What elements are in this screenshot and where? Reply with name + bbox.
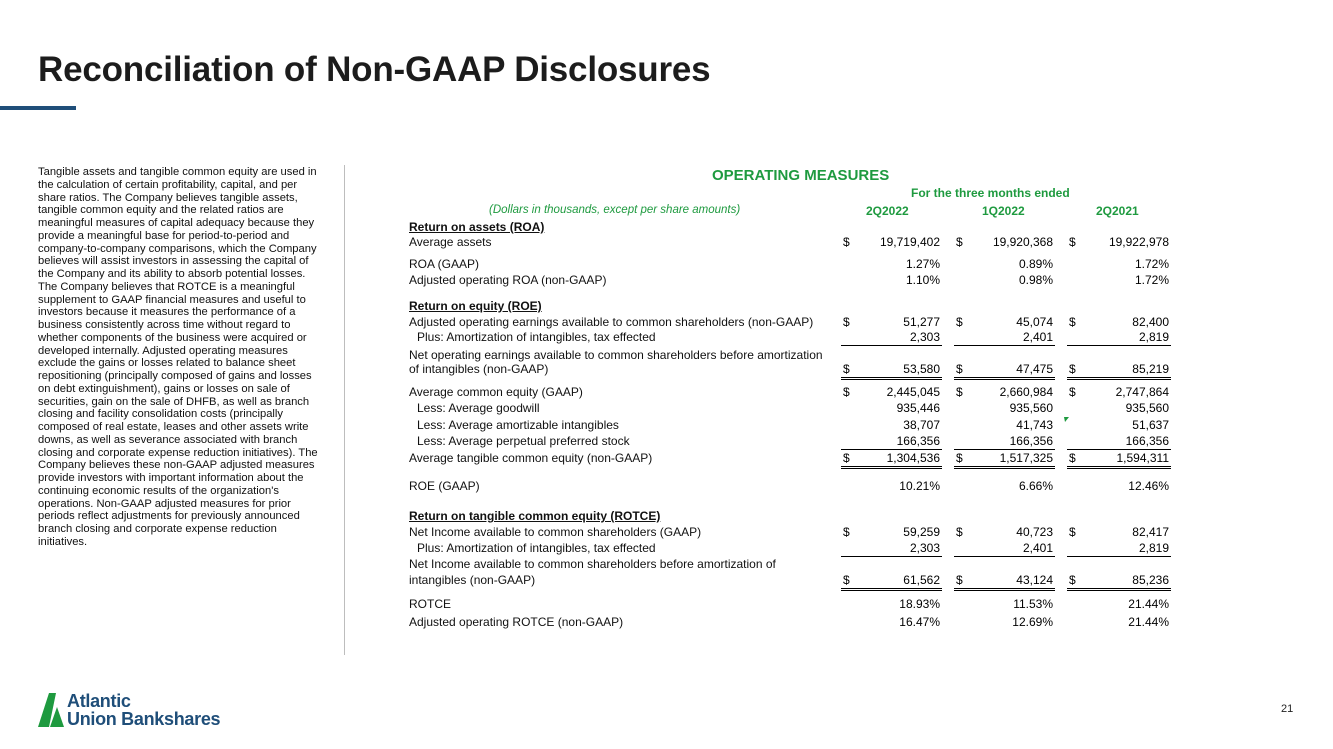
table-cell — [841, 362, 942, 380]
table-cell — [841, 615, 942, 630]
table-cell — [954, 235, 1055, 250]
cell-value: 85,236 — [1132, 573, 1169, 587]
row-label: Adjusted operating ROTCE (non-GAAP) — [409, 615, 624, 629]
row-label: ROE (GAAP) — [409, 479, 480, 493]
cell-value: 2,401 — [1022, 330, 1053, 344]
table-cell — [841, 479, 942, 494]
table-cell — [1067, 434, 1171, 450]
table-cell — [1067, 451, 1171, 469]
cell-value: 935,560 — [1125, 401, 1169, 415]
dollar-sign: $ — [843, 573, 850, 587]
table-cell — [841, 573, 942, 591]
table-cell — [1067, 615, 1171, 630]
table-cell — [1067, 330, 1171, 346]
table-cell — [841, 257, 942, 272]
table-row — [409, 479, 1171, 494]
cell-value: 61,562 — [903, 573, 940, 587]
dollar-sign: $ — [843, 525, 850, 539]
cell-value: 21.44% — [1128, 597, 1169, 611]
section-heading — [409, 220, 1171, 235]
table-cell — [841, 273, 942, 288]
table-row — [409, 348, 1171, 363]
cell-value: 2,401 — [1022, 541, 1053, 555]
table-row — [409, 597, 1171, 612]
table-cell — [1067, 418, 1171, 433]
table-cell — [954, 451, 1055, 469]
table-row — [409, 434, 1171, 449]
dollar-sign: $ — [1069, 525, 1076, 539]
period-header: For the three months ended — [911, 186, 1070, 200]
cell-value: 51,637 — [1132, 418, 1169, 432]
table-cell — [841, 597, 942, 612]
dollar-sign: $ — [956, 362, 963, 376]
table-cell — [954, 362, 1055, 380]
financial-table — [409, 0, 1171, 749]
tick-mark-icon — [1064, 417, 1070, 423]
cell-value: 2,747,864 — [1115, 385, 1169, 399]
row-label: of intangibles (non-GAAP) — [409, 362, 549, 376]
cell-value: 6.66% — [1018, 479, 1053, 493]
table-cell — [841, 418, 942, 433]
column-header-2q2022: 2Q2022 — [866, 204, 909, 218]
cell-value: 166,356 — [1125, 434, 1169, 448]
cell-value: 43,124 — [1016, 573, 1053, 587]
cell-value: 935,446 — [896, 401, 940, 415]
row-label: ROTCE — [409, 597, 451, 611]
cell-value: 11.53% — [1013, 597, 1053, 611]
dollar-sign: $ — [1069, 235, 1076, 249]
cell-value: 2,660,984 — [999, 385, 1053, 399]
logo-mark-icon — [38, 693, 64, 727]
cell-value: 82,400 — [1132, 315, 1169, 329]
table-cell — [841, 525, 942, 540]
row-label: Less: Average goodwill — [417, 401, 540, 415]
cell-value: 2,445,045 — [886, 385, 940, 399]
cell-value: 1,517,325 — [999, 451, 1053, 465]
table-cell — [1067, 573, 1171, 591]
dollar-sign: $ — [843, 451, 850, 465]
table-row — [409, 541, 1171, 556]
dollar-sign: $ — [956, 315, 963, 329]
cell-value: 1.10% — [905, 273, 940, 287]
table-cell — [1067, 401, 1171, 416]
table-row — [409, 257, 1171, 272]
cell-value: 935,560 — [1009, 401, 1053, 415]
table-cell — [1067, 257, 1171, 272]
row-label: Average common equity (GAAP) — [409, 385, 583, 399]
cell-value: 18.93% — [899, 597, 940, 611]
table-cell — [954, 385, 1055, 400]
row-label: Plus: Amortization of intangibles, tax effected — [417, 330, 656, 344]
table-cell — [954, 573, 1055, 591]
dollar-sign: $ — [1069, 573, 1076, 587]
cell-value: 2,819 — [1138, 330, 1169, 344]
cell-value: 1,594,311 — [1116, 451, 1169, 465]
table-cell — [1067, 362, 1171, 380]
row-label: Net Income available to common shareholders before amortization of — [409, 557, 776, 571]
company-logo — [38, 691, 268, 731]
dollar-sign: $ — [956, 385, 963, 399]
table-row — [409, 418, 1171, 433]
table-row — [409, 573, 1171, 588]
cell-value: 0.98% — [1018, 273, 1053, 287]
cell-value: 2,819 — [1138, 541, 1169, 555]
table-cell — [841, 330, 942, 346]
table-row — [409, 315, 1171, 330]
cell-value: 38,707 — [903, 418, 940, 432]
row-label: Average assets — [409, 235, 492, 249]
cell-value: 1.27% — [905, 257, 940, 271]
dollar-sign: $ — [956, 573, 963, 587]
cell-value: 40,723 — [1016, 525, 1053, 539]
table-cell — [954, 597, 1055, 612]
cell-value: 19,920,368 — [992, 235, 1053, 249]
cell-value: 10.21% — [899, 479, 940, 493]
cell-value: 59,259 — [903, 525, 940, 539]
table-cell — [1067, 525, 1171, 540]
row-label: Adjusted operating earnings available to common shareholders (non-GAAP) — [409, 315, 814, 329]
cell-value: 45,074 — [1016, 315, 1053, 329]
section-title: OPERATING MEASURES — [712, 167, 890, 184]
table-cell — [841, 385, 942, 400]
table-row — [409, 615, 1171, 630]
column-header-1q2022: 1Q2022 — [982, 204, 1025, 218]
table-cell — [1067, 479, 1171, 494]
dollar-sign: $ — [1069, 315, 1076, 329]
table-row — [409, 385, 1171, 400]
table-cell — [841, 434, 942, 450]
dollar-sign: $ — [1069, 451, 1076, 465]
table-cell — [954, 479, 1055, 494]
row-label: Plus: Amortization of intangibles, tax effected — [417, 541, 656, 555]
column-divider — [344, 165, 345, 655]
dollar-sign: $ — [1069, 385, 1076, 399]
title-underline — [0, 106, 76, 110]
cell-value: 1.72% — [1134, 257, 1169, 271]
table-row — [409, 273, 1171, 288]
cell-value: 2,303 — [909, 330, 940, 344]
dollar-sign: $ — [956, 525, 963, 539]
cell-value: 21.44% — [1128, 615, 1169, 629]
dollar-sign: $ — [1069, 362, 1076, 376]
dollar-sign: $ — [843, 385, 850, 399]
table-row — [409, 401, 1171, 416]
cell-value: 19,922,978 — [1108, 235, 1169, 249]
table-cell — [841, 235, 942, 250]
row-label: Average tangible common equity (non-GAAP) — [409, 451, 653, 465]
table-cell — [1067, 273, 1171, 288]
page-title: Reconciliation of Non-GAAP Disclosures — [38, 50, 711, 89]
cell-value: 47,475 — [1016, 362, 1053, 376]
row-label: intangibles (non-GAAP) — [409, 573, 536, 587]
dollar-sign: $ — [843, 315, 850, 329]
table-cell — [954, 401, 1055, 416]
row-label: Return on assets (ROA) — [409, 220, 545, 234]
table-cell — [954, 525, 1055, 540]
cell-value: 82,417 — [1132, 525, 1169, 539]
table-cell — [1067, 597, 1171, 612]
table-cell — [841, 315, 942, 330]
cell-value: 53,580 — [903, 362, 940, 376]
cell-value: 41,743 — [1016, 418, 1053, 432]
table-cell — [1067, 235, 1171, 250]
section-heading — [409, 299, 1171, 314]
table-cell — [954, 315, 1055, 330]
cell-value: 16.47% — [899, 615, 940, 629]
cell-value: 2,303 — [909, 541, 940, 555]
table-cell — [954, 615, 1055, 630]
cell-value: 1,304,536 — [886, 451, 940, 465]
table-cell — [1067, 385, 1171, 400]
column-header-2q2021: 2Q2021 — [1096, 204, 1139, 218]
table-cell — [841, 451, 942, 469]
cell-value: 166,356 — [1009, 434, 1053, 448]
row-label: Return on tangible common equity (ROTCE) — [409, 509, 661, 523]
row-label: Net operating earnings available to common shareholders before amortization — [409, 348, 823, 362]
explanatory-text: Tangible assets and tangible common equity are used in the calculation of certain profitability, capital, and per share ratios. The Company believes tangible assets, tangible common equity and the related ratios are meaningful measures of capital adequacy because they provide a meaningful base for period-to-period and company-to-company comparisons, which the Company believes will assist investors in assessing the capital of the Company and its ability to absorb potential losses. The Company believes that ROTCE is a meaningful supplement to GAAP financial measures and useful to investors because it measures the performance of a business consistently across time without regard to whether components of the business were acquired or developed internally. Adjusted operating measures exclude the gains or losses related to balance sheet repositioning (principally composed of gains and losses on debt extinguishment), gains or losses on sale of securities, gain on the sale of DHFB, as well as branch closing and facility consolidation costs (principally composed of real estate, leases and other assets write downs, as well as severance associated with branch closing and corporate expense reduction initiatives). The Company believes these non-GAAP adjusted measures provide investors with important information about the continuing economic results of the organization's operations. Non-GAAP adjusted measures for prior periods reflect adjustments for previously announced branch closing and corporate expense reduction initiatives. — [38, 166, 318, 548]
logo-text-line1: Atlantic — [67, 691, 131, 711]
table-cell — [841, 401, 942, 416]
table-cell — [841, 541, 942, 557]
table-row — [409, 451, 1171, 466]
table-row — [409, 362, 1171, 377]
cell-value: 12.69% — [1012, 615, 1053, 629]
row-label: Net Income available to common shareholders (GAAP) — [409, 525, 702, 539]
table-cell — [1067, 315, 1171, 330]
table-cell — [954, 257, 1055, 272]
dollar-sign: $ — [843, 362, 850, 376]
cell-value: 19,719,402 — [879, 235, 940, 249]
table-row — [409, 557, 1171, 572]
row-label: Less: Average perpetual preferred stock — [417, 434, 630, 448]
table-row — [409, 525, 1171, 540]
row-label: ROA (GAAP) — [409, 257, 480, 271]
cell-value: 85,219 — [1132, 362, 1169, 376]
logo-text-line2: Union Bankshares — [67, 709, 221, 729]
table-row — [409, 235, 1171, 250]
dollar-sign: $ — [956, 451, 963, 465]
table-cell — [1067, 541, 1171, 557]
table-cell — [954, 434, 1055, 450]
row-label: Adjusted operating ROA (non-GAAP) — [409, 273, 607, 287]
dollar-sign: $ — [956, 235, 963, 249]
section-heading — [409, 509, 1171, 524]
table-cell — [954, 273, 1055, 288]
cell-value: 166,356 — [896, 434, 940, 448]
table-cell — [954, 541, 1055, 557]
cell-value: 12.46% — [1128, 479, 1169, 493]
table-cell — [954, 330, 1055, 346]
cell-value: 51,277 — [903, 315, 940, 329]
table-cell — [954, 418, 1055, 433]
page-number: 21 — [1281, 703, 1294, 715]
table-row — [409, 330, 1171, 345]
cell-value: 0.89% — [1018, 257, 1053, 271]
row-label: Less: Average amortizable intangibles — [417, 418, 619, 432]
dollar-sign: $ — [843, 235, 850, 249]
row-label: Return on equity (ROE) — [409, 299, 542, 313]
units-note: (Dollars in thousands, except per share amounts) — [489, 204, 741, 216]
cell-value: 1.72% — [1134, 273, 1169, 287]
